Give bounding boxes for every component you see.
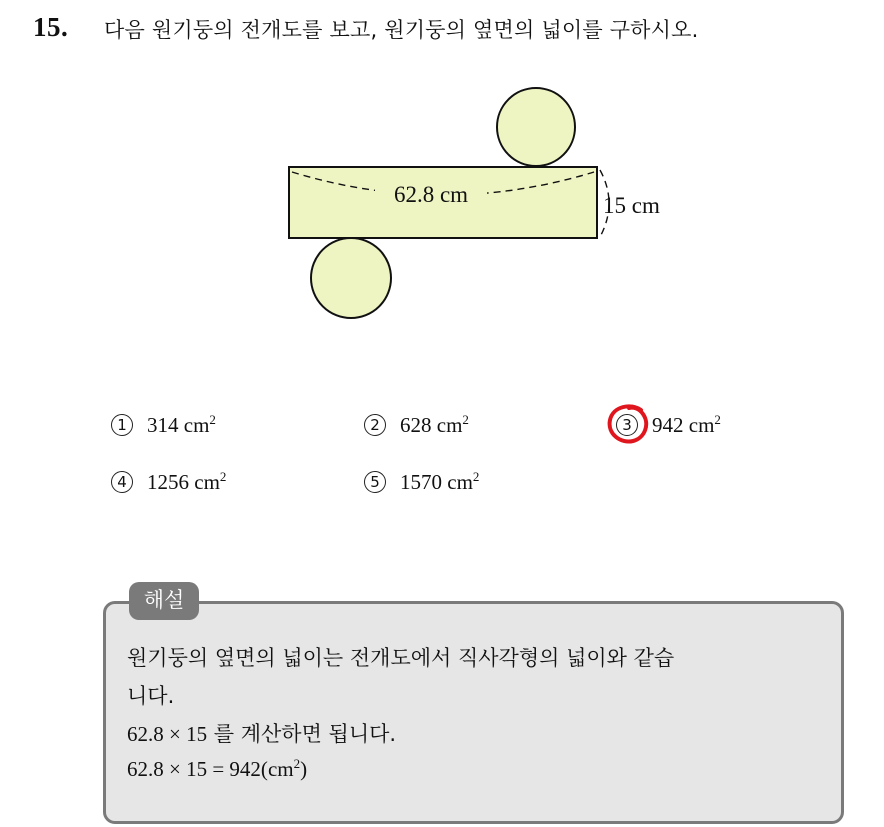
solution-line-3 (127, 718, 396, 748)
choice-unit: cm (183, 413, 210, 437)
choice-exponent: 2 (209, 412, 216, 427)
solution-line-2: 니다. (127, 684, 175, 708)
solution-line-4 (127, 756, 307, 782)
answer-mark-circle (605, 402, 653, 448)
choice-4[interactable] (111, 469, 226, 495)
width-label: 62.8 cm (393, 182, 469, 207)
solution-tab: 해설 (129, 582, 199, 620)
choice-2[interactable] (364, 412, 469, 438)
solution-text: 를 계산하면 됩니다. (207, 722, 397, 746)
question-text: 다음 원기둥의 전개도를 보고, 원기둥의 옆면의 넓이를 구하시오. (104, 18, 699, 42)
choice-number: 4 (111, 471, 133, 493)
choice-exponent: 2 (219, 469, 227, 484)
choice-number: 3 (616, 414, 638, 436)
bottom-base-circle (311, 238, 391, 318)
top-base-circle (497, 88, 575, 166)
solution-line-1: 원기둥의 옆면의 넓이는 전개도에서 직사각형의 넓이와 같습 (127, 646, 675, 670)
choice-1[interactable] (111, 412, 216, 438)
choice-unit: cm (194, 470, 220, 494)
solution-expression: 62.8 × 15 (127, 722, 208, 746)
solution-exponent: 2 (293, 756, 301, 771)
choice-value: 942 (652, 413, 684, 437)
solution-close-paren: ) (300, 757, 308, 781)
choice-number: 2 (364, 414, 386, 436)
solution-box (103, 601, 844, 824)
choice-value: 628 (400, 413, 432, 437)
choice-value: 314 (147, 413, 179, 437)
choice-exponent: 2 (472, 469, 480, 484)
choice-value: 1256 (147, 470, 189, 494)
choice-number: 1 (111, 414, 133, 436)
height-label: 15 cm (603, 193, 660, 218)
choice-unit: cm (447, 470, 473, 494)
choice-number: 5 (364, 471, 386, 493)
choice-unit: cm (436, 413, 463, 437)
choice-value: 1570 (400, 470, 442, 494)
choice-exponent: 2 (462, 412, 469, 427)
cylinder-net-figure (0, 0, 884, 360)
choice-unit: cm (688, 413, 715, 437)
choice-exponent: 2 (714, 412, 721, 427)
solution-unit: cm (267, 757, 294, 781)
solution-equation: 62.8 × 15 = 942( (127, 757, 268, 781)
choice-5[interactable] (364, 469, 479, 495)
question-number: 15. (33, 12, 69, 42)
